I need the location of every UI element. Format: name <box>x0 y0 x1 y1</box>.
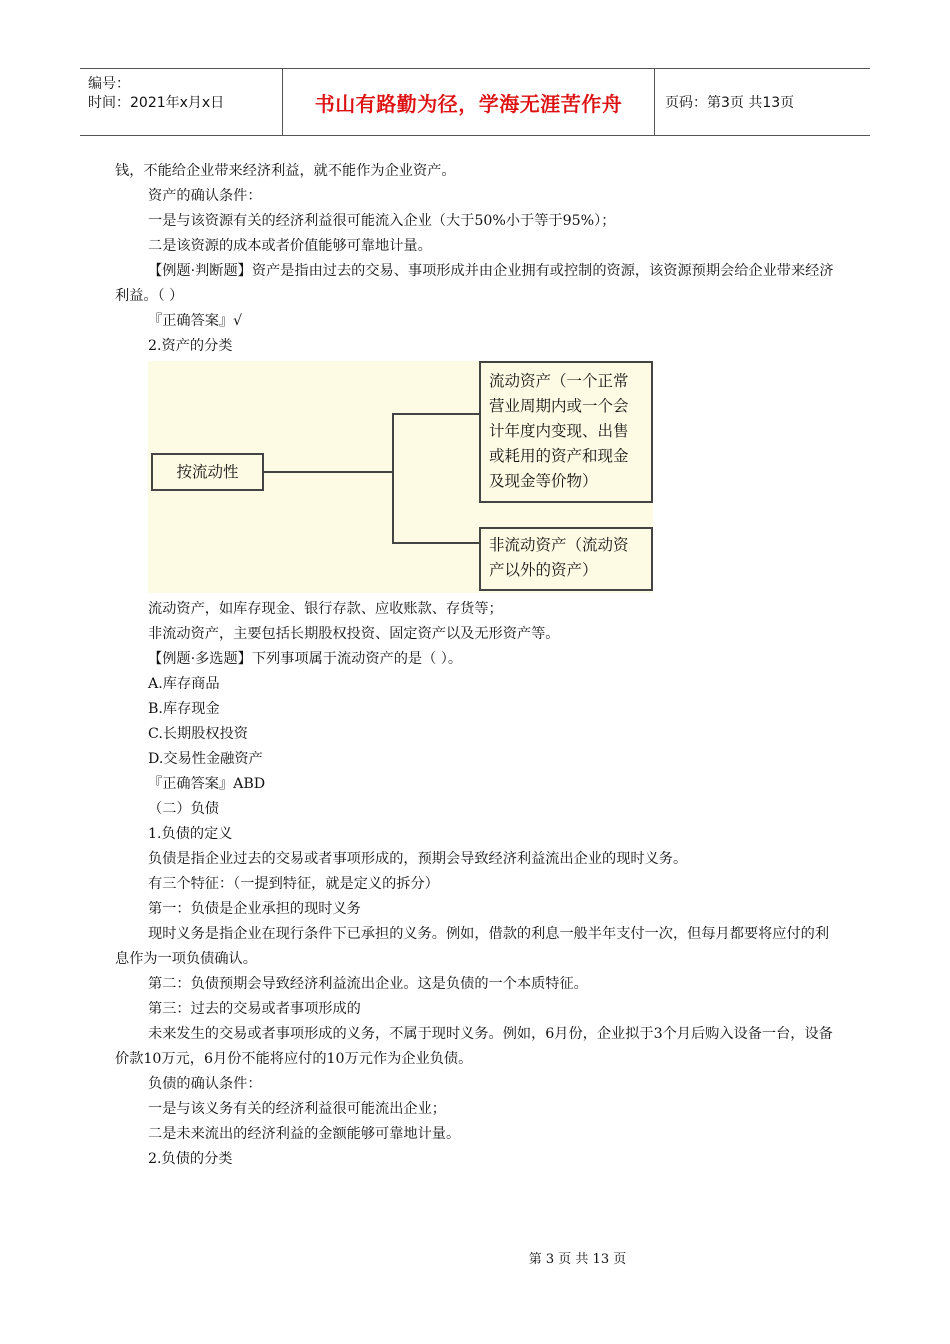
header-motto: 书山有路勤为径，学海无涯苦作舟 <box>282 69 655 135</box>
body-line: 有三个特征：（一提到特征，就是定义的拆分） <box>148 876 439 892</box>
diagram-connector <box>392 542 479 544</box>
asset-classification-diagram <box>148 361 653 593</box>
body-line: 流动资产，如库存现金、银行存款、应收账款、存货等； <box>148 601 503 617</box>
answer-1: 『正确答案』√ <box>148 313 243 329</box>
option-d: D.交易性金融资产 <box>148 751 263 767</box>
body-line: 第三：过去的交易或者事项形成的 <box>148 1001 361 1017</box>
document-number-label: 编号： <box>88 76 130 92</box>
header-meta <box>80 69 282 135</box>
example-question-2: 【例题·多选题】下列事项属于流动资产的是（ ）。 <box>148 651 463 667</box>
option-a: A.库存商品 <box>148 676 220 692</box>
body-line: 资产的确认条件： <box>148 188 262 204</box>
body-line: 一是与该义务有关的经济利益很可能流出企业； <box>148 1101 446 1117</box>
diagram-noncurrent-asset-box: 非流动资产（流动资产以外的资产） <box>479 527 653 591</box>
example-question-1 <box>115 259 835 309</box>
subsection-liability-definition: 1.负债的定义 <box>148 826 233 842</box>
example-question-1-text: 【例题·判断题】资产是指由过去的交易、事项形成并由企业拥有或控制的资源，该资源预期会给企业带来经济利益。（ ） <box>115 263 834 304</box>
option-b: B.库存现金 <box>148 701 220 717</box>
page-header <box>80 68 870 136</box>
paragraph-future-transaction <box>115 1022 835 1072</box>
diagram-connector <box>392 413 479 415</box>
diagram-current-asset-box: 流动资产（一个正常营业周期内或一个会计年度内变现、出售或耗用的资产和现金及现金等价物） <box>479 361 653 503</box>
page-footer: 第 3 页 共 13 页 <box>528 1252 627 1267</box>
body-line: 二是该资源的成本或者价值能够可靠地计量。 <box>148 238 432 254</box>
diagram-connector <box>264 471 393 473</box>
document-body <box>115 159 835 1172</box>
option-c: C.长期股权投资 <box>148 726 248 742</box>
diagram-root-box: 按流动性 <box>151 453 264 491</box>
body-line: 钱，不能给企业带来经济利益，就不能作为企业资产。 <box>115 163 456 179</box>
body-line: 非流动资产，主要包括长期股权投资、固定资产以及无形资产等。 <box>148 626 560 642</box>
answer-2: 『正确答案』ABD <box>148 776 266 792</box>
paragraph-present-obligation-text: 现时义务是指企业在现行条件下已承担的义务。例如，借款的利息一般半年支付一次，但每月都要将应付的利息作为一项负债确认。 <box>115 926 830 967</box>
body-line: 二是未来流出的经济利益的金额能够可靠地计量。 <box>148 1126 461 1142</box>
document-date: 时间：2021年x月x日 <box>88 95 225 111</box>
body-line: 第二：负债预期会导致经济利益流出企业。这是负债的一个本质特征。 <box>148 976 588 992</box>
body-line: 负债的确认条件： <box>148 1076 262 1092</box>
section-liabilities: （二）负债 <box>148 801 219 817</box>
diagram-connector <box>392 413 394 543</box>
paragraph-present-obligation <box>115 922 835 972</box>
section-asset-classification: 2.资产的分类 <box>148 338 233 354</box>
body-line: 负债是指企业过去的交易或者事项形成的，预期会导致经济利益流出企业的现时义务。 <box>148 851 688 867</box>
body-line: 一是与该资源有关的经济利益很可能流入企业（大于50%小于等于95%）； <box>148 213 616 229</box>
subsection-liability-classification: 2.负债的分类 <box>148 1151 233 1167</box>
paragraph-future-transaction-text: 未来发生的交易或者事项形成的义务，不属于现时义务。例如，6月份，企业拟于3个月后购入设备一台，设备价款10万元，6月份不能将应付的10万元作为企业负债。 <box>115 1026 833 1067</box>
body-line: 第一：负债是企业承担的现时义务 <box>148 901 361 917</box>
header-page-info: 页码：第3页 共13页 <box>665 95 795 111</box>
